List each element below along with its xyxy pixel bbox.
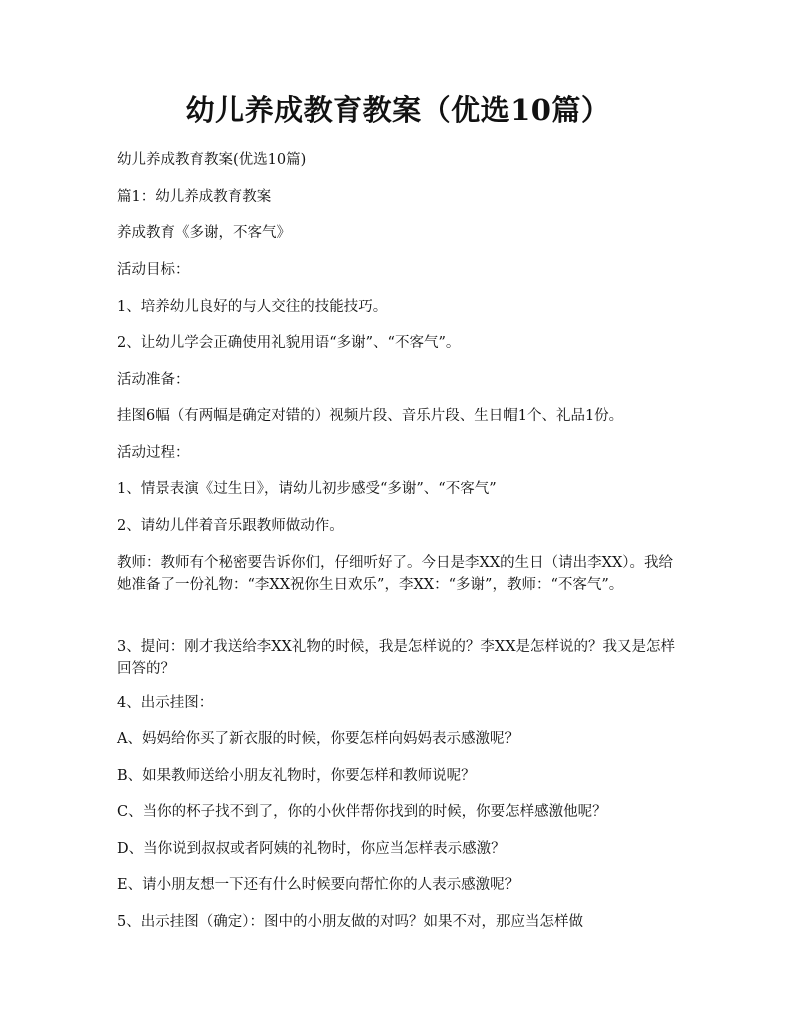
paragraph-section-process: 活动过程：	[117, 445, 190, 461]
paragraph-subtitle: 幼儿养成教育教案(优选10篇)	[117, 152, 307, 168]
paragraph-item-d: D、当你说到叔叔或者阿姨的礼物时，你应当怎样表示感激？	[117, 841, 506, 857]
paragraph-step-3: 3、提问：刚才我送给李XX礼物的时候，我是怎样说的？李XX是怎样说的？我又是怎样回答的？	[117, 639, 676, 677]
paragraph-step-4: 4、出示挂图：	[117, 695, 214, 711]
paragraph-item-e: E、请小朋友想一下还有什么时候要向帮忙你的人表示感激呢？	[117, 877, 520, 893]
document-title: 幼儿养成教育教案（优选10篇）	[185, 93, 611, 127]
paragraph-section-preparation: 活动准备：	[117, 372, 190, 388]
paragraph-item-c: C、当你的杯子找不到了，你的小伙伴帮你找到的时候，你要怎样感激他呢？	[117, 804, 607, 820]
paragraph-chapter-heading: 篇1：幼儿养成教育教案	[117, 189, 272, 205]
paragraph-item-b: B、如果教师送给小朋友礼物时，你要怎样和教师说呢？	[117, 768, 476, 784]
paragraph-teacher-dialogue: 教师：教师有个秘密要告诉你们，仔细听好了。今日是李XX的生日（请出李XX）。我给她准备了一份礼物：“李XX祝你生日欢乐”，李XX：“多谢”，教师：“不客气”。	[117, 555, 674, 593]
paragraph-goal-2: 2、让幼儿学会正确使用礼貌用语“多谢”、“不客气”。	[117, 335, 461, 351]
paragraph-item-a: A、妈妈给你买了新衣服的时候，你要怎样向妈妈表示感激呢？	[117, 731, 519, 747]
paragraph-preparation-items: 挂图6幅（有两幅是确定对错的）视频片段、音乐片段、生日帽1个、礼品1份。	[117, 408, 624, 424]
paragraph-goal-1: 1、培养幼儿良好的与人交往的技能技巧。	[117, 299, 388, 315]
paragraph-step-5: 5、出示挂图（确定）：图中的小朋友做的对吗？如果不对，那应当怎样做	[117, 914, 583, 930]
paragraph-step-1: 1、情景表演《过生日》，请幼儿初步感受“多谢”、“不客气”	[117, 481, 497, 497]
paragraph-section-goals: 活动目标：	[117, 262, 190, 278]
paragraph-lesson-title: 养成教育《多谢，不客气》	[117, 225, 291, 241]
paragraph-step-2: 2、请幼儿伴着音乐跟教师做动作。	[117, 518, 344, 534]
